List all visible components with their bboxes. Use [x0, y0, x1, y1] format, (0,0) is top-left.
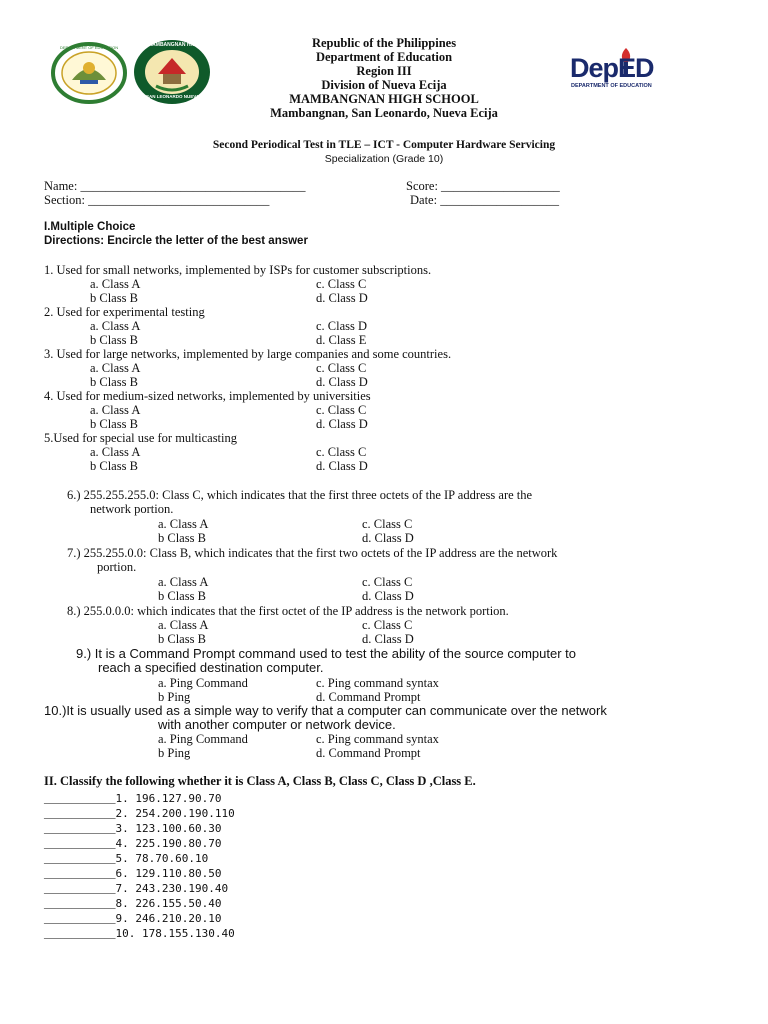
- option-c[interactable]: c. Ping command syntax: [316, 732, 439, 746]
- option-d[interactable]: d. Class D: [316, 459, 368, 473]
- header-line-4: Division of Nueva Ecija: [321, 78, 447, 92]
- option-d[interactable]: d. Class D: [316, 291, 368, 305]
- option-a[interactable]: a. Class A: [90, 319, 141, 333]
- option-c[interactable]: c. Class C: [362, 618, 413, 632]
- option-c[interactable]: c. Class C: [362, 517, 413, 531]
- question-text: 3. Used for large networks, implemented by large companies and some countries.: [44, 347, 452, 361]
- header-line-3: Region III: [356, 64, 412, 78]
- option-c[interactable]: c. Class C: [316, 361, 367, 375]
- answer-blank[interactable]: _____________: [44, 823, 116, 835]
- test-title: Second Periodical Test in TLE – ICT - Computer Hardware Servicing: [212, 139, 556, 151]
- option-b[interactable]: b Class B: [90, 291, 138, 305]
- option-c[interactable]: c. Class C: [316, 277, 367, 291]
- answer-blank[interactable]: _____________: [44, 913, 116, 925]
- test-subtitle: Specialization (Grade 10): [324, 153, 444, 165]
- answer-blank[interactable]: _____________: [44, 883, 116, 895]
- question-text: 2. Used for experimental testing: [44, 305, 205, 319]
- classify-item: [44, 924, 235, 942]
- ip-address: 4. 225.190.80.70: [115, 837, 222, 850]
- section-field[interactable]: Section: _____________________________: [44, 193, 270, 207]
- option-c[interactable]: c. Class C: [362, 575, 413, 589]
- ip-address: 6. 129.110.80.50: [115, 867, 222, 880]
- header-line-6: Mambangnan, San Leonardo, Nueva Ecija: [270, 106, 498, 120]
- header-line-1: Republic of the Philippines: [311, 36, 457, 50]
- option-b[interactable]: b Ping: [158, 746, 191, 760]
- option-a[interactable]: a. Class A: [90, 403, 141, 417]
- school-seal-text: MAMBANGNAN HIGH SCHOOL: [148, 42, 223, 48]
- date-field[interactable]: Date: ___________________: [410, 193, 559, 207]
- name-field[interactable]: Name: ____________________________________: [44, 179, 306, 193]
- option-a[interactable]: a. Class A: [90, 277, 141, 291]
- option-b[interactable]: b Class B: [158, 531, 206, 545]
- option-a[interactable]: a. Class A: [158, 618, 209, 632]
- option-c[interactable]: c. Class C: [316, 403, 367, 417]
- ip-address: 1. 196.127.90.70: [115, 792, 222, 805]
- answer-blank[interactable]: _____________: [44, 808, 116, 820]
- option-a[interactable]: a. Class A: [158, 575, 209, 589]
- deped-logo-text: DepED: [570, 53, 654, 83]
- deped-logo-subtext: DEPARTMENT OF EDUCATION: [571, 83, 652, 89]
- option-a[interactable]: a. Ping Command: [158, 732, 248, 746]
- option-d[interactable]: d. Class D: [316, 375, 368, 389]
- ip-address: 2. 254.200.190.110: [115, 807, 235, 820]
- answer-blank[interactable]: _____________: [44, 868, 116, 880]
- option-a[interactable]: a. Class A: [158, 517, 209, 531]
- option-c[interactable]: c. Ping command syntax: [316, 676, 439, 690]
- answer-blank[interactable]: _____________: [44, 838, 116, 850]
- option-c[interactable]: c. Class C: [316, 445, 367, 459]
- option-b[interactable]: b Class B: [158, 632, 206, 646]
- option-d[interactable]: d. Class D: [362, 531, 414, 545]
- ip-address: 5. 78.70.60.10: [115, 852, 209, 865]
- question-text: 6.) 255.255.255.0: Class C, which indicates that the first three octets of the IP address are the: [67, 488, 533, 502]
- ip-address: 9. 246.210.20.10: [115, 912, 222, 925]
- question-text-cont: portion.: [97, 560, 137, 574]
- option-b[interactable]: b Class B: [158, 589, 206, 603]
- question-text: 5.Used for special use for multicasting: [44, 431, 238, 445]
- question-text: 7.) 255.255.0.0: Class B, which indicates that the first two octets of the IP address are the network: [67, 546, 558, 560]
- score-field[interactable]: Score: ___________________: [406, 179, 560, 193]
- ip-address: 8. 226.155.50.40: [115, 897, 222, 910]
- ip-address: 7. 243.230.190.40: [115, 882, 229, 895]
- option-a[interactable]: a. Class A: [90, 361, 141, 375]
- answer-blank[interactable]: _____________: [44, 898, 116, 910]
- question-text: 1. Used for small networks, implemented by ISPs for customer subscriptions.: [44, 263, 432, 277]
- option-b[interactable]: b Class B: [90, 459, 138, 473]
- answer-blank[interactable]: _____________: [44, 928, 116, 940]
- division-seal-text: DEPARTMENT OF EDUCATION: [60, 45, 119, 50]
- question-text: 10.)It is usually used as a simple way to verify that a computer can communicate over the network: [44, 703, 607, 718]
- option-a[interactable]: a. Class A: [90, 445, 141, 459]
- option-b[interactable]: b Class B: [90, 333, 138, 347]
- part2-heading: II. Classify the following whether it is Class A, Class B, Class C, Class D ,Class E.: [44, 774, 476, 788]
- option-b[interactable]: b Ping: [158, 690, 191, 704]
- question-text: 8.) 255.0.0.0: which indicates that the first octet of the IP address is the network portion.: [67, 604, 509, 618]
- option-c[interactable]: c. Class D: [316, 319, 368, 333]
- option-a[interactable]: a. Ping Command: [158, 676, 248, 690]
- option-d[interactable]: d. Class D: [362, 589, 414, 603]
- question-text-cont: with another computer or network device.: [158, 717, 396, 732]
- question-text-cont: reach a specified destination computer.: [98, 660, 324, 675]
- header-line-2: Department of Education: [315, 50, 453, 64]
- header-line-5: MAMBANGNAN HIGH SCHOOL: [289, 92, 479, 106]
- question-text: 9.) It is a Command Prompt command used to test the ability of the source computer to: [76, 646, 577, 661]
- option-d[interactable]: d. Class E: [316, 333, 367, 347]
- option-b[interactable]: b Class B: [90, 375, 138, 389]
- option-d[interactable]: d. Class D: [316, 417, 368, 431]
- option-d[interactable]: d. Command Prompt: [316, 690, 421, 704]
- option-b[interactable]: b Class B: [90, 417, 138, 431]
- option-d[interactable]: d. Class D: [362, 632, 414, 646]
- school-seal-bottom-text: SAN LEONARDO NUEVA ECIJA: [146, 94, 214, 99]
- ip-address: 3. 123.100.60.30: [115, 822, 222, 835]
- question-text-cont: network portion.: [90, 502, 174, 516]
- question-text: 4. Used for medium-sized networks, implemented by universities: [44, 389, 371, 403]
- ip-address: 10. 178.155.130.40: [115, 927, 235, 940]
- answer-blank[interactable]: _____________: [44, 853, 116, 865]
- part1-heading: I.Multiple Choice: [44, 221, 136, 233]
- part1-directions: Directions: Encircle the letter of the best answer: [44, 235, 308, 247]
- answer-blank[interactable]: _____________: [44, 793, 116, 805]
- option-d[interactable]: d. Command Prompt: [316, 746, 421, 760]
